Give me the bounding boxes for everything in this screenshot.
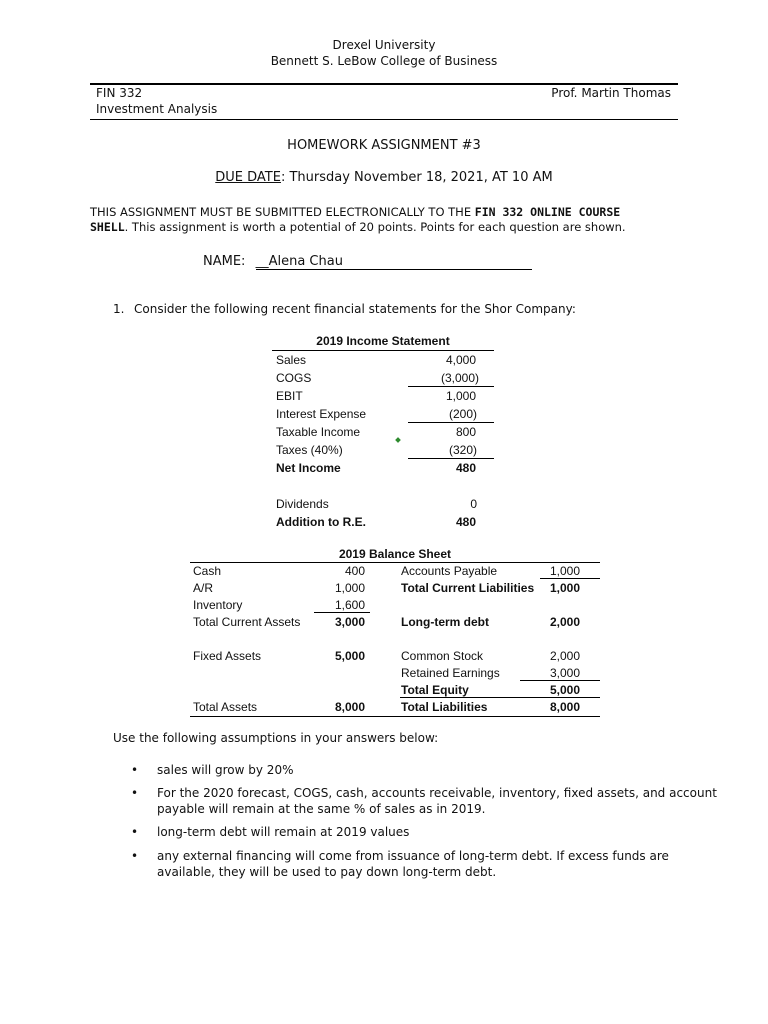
assumptions-intro: Use the following assumptions in your answers below: bbox=[113, 731, 439, 745]
income-statement-title: 2019 Income Statement bbox=[316, 334, 450, 348]
bs-label-ar: A/R bbox=[193, 581, 214, 595]
assumption-item-2-line-1: For the 2020 forecast, COGS, cash, accounts receivable, inventory, fixed assets, and account bbox=[157, 786, 717, 800]
is-value-net-income: 480 bbox=[455, 461, 476, 475]
professor-name: Prof. Martin Thomas bbox=[551, 86, 671, 100]
bs-re-rule bbox=[520, 680, 600, 681]
income-title-rule bbox=[272, 350, 494, 351]
bs-inventory-rule bbox=[314, 612, 370, 613]
is-value-dividends: 0 bbox=[470, 497, 477, 511]
bs-value-fixed-assets: 5,000 bbox=[334, 649, 365, 663]
instruction-line-2 bbox=[90, 220, 626, 234]
bs-label-fixed-assets: Fixed Assets bbox=[193, 649, 262, 663]
assumption-item-2-line-2: payable will remain at the same % of sales as in 2019. bbox=[157, 802, 486, 816]
bs-label-inventory: Inventory bbox=[193, 598, 243, 612]
is-label-net-income: Net Income bbox=[276, 461, 341, 475]
assumption-item-3: long-term debt will remain at 2019 values bbox=[157, 825, 410, 839]
bs-equity-rule bbox=[400, 697, 600, 698]
bs-label-retained-earnings: Retained Earnings bbox=[401, 666, 500, 680]
bs-label-total-liabilities: Total Liabilities bbox=[401, 700, 488, 714]
due-date-line bbox=[0, 170, 768, 185]
question-number: 1. bbox=[113, 302, 125, 316]
is-label-cogs: COGS bbox=[276, 371, 312, 385]
bs-label-total-assets: Total Assets bbox=[193, 700, 258, 714]
is-interest-rule bbox=[408, 422, 494, 423]
bs-value-long-term-debt: 2,000 bbox=[549, 615, 580, 629]
name-label: NAME: bbox=[203, 254, 246, 269]
is-value-sales: 4,000 bbox=[445, 353, 476, 367]
bs-value-cash: 400 bbox=[344, 564, 365, 578]
is-value-addition-re: 480 bbox=[455, 515, 476, 529]
balance-sheet-title: 2019 Balance Sheet bbox=[338, 547, 452, 561]
question-text: Consider the following recent financial statements for the Shor Company: bbox=[134, 302, 576, 316]
bs-bottom-rule bbox=[190, 716, 600, 717]
instruction-line-1 bbox=[90, 205, 620, 219]
university-name: Drexel University bbox=[332, 38, 436, 52]
bs-label-accounts-payable: Accounts Payable bbox=[401, 564, 498, 578]
assumption-item-4-line-2: available, they will be used to pay down long-term debt. bbox=[157, 865, 497, 879]
instruction-prefix: THIS ASSIGNMENT MUST BE SUBMITTED ELECTRONICALLY TO THE bbox=[90, 205, 475, 219]
bs-value-inventory: 1,600 bbox=[334, 598, 365, 612]
bullet-icon: • bbox=[131, 763, 139, 777]
bs-value-total-assets: 8,000 bbox=[334, 700, 365, 714]
bs-label-total-current-assets: Total Current Assets bbox=[193, 615, 301, 629]
is-label-interest: Interest Expense bbox=[276, 407, 367, 421]
bs-value-total-current-assets: 3,000 bbox=[334, 615, 365, 629]
bs-value-total-liabilities: 8,000 bbox=[549, 700, 580, 714]
is-label-sales: Sales bbox=[276, 353, 307, 367]
due-date-value: : Thursday November 18, 2021, AT 10 AM bbox=[280, 170, 553, 185]
course-code: FIN 332 bbox=[96, 86, 143, 100]
bullet-icon: • bbox=[131, 825, 139, 839]
bullet-icon: • bbox=[131, 786, 139, 800]
college-name: Bennett S. LeBow College of Business bbox=[270, 54, 498, 68]
is-value-cogs: (3,000) bbox=[440, 371, 479, 385]
bs-label-long-term-debt: Long-term debt bbox=[401, 615, 489, 629]
instruction-shell: SHELL bbox=[90, 220, 125, 234]
bs-ap-rule bbox=[540, 578, 600, 579]
bs-label-total-current-liabilities: Total Current Liabilities bbox=[401, 581, 535, 595]
due-date-label: DUE DATE bbox=[215, 170, 281, 185]
is-value-ebit: 1,000 bbox=[445, 389, 476, 403]
header-top-rule bbox=[90, 83, 678, 85]
course-name: Investment Analysis bbox=[96, 102, 218, 116]
is-cogs-rule bbox=[408, 386, 494, 387]
bs-label-cash: Cash bbox=[193, 564, 222, 578]
is-label-addition-re: Addition to R.E. bbox=[276, 515, 366, 529]
bs-value-total-current-liabilities: 1,000 bbox=[549, 581, 580, 595]
is-value-taxes: (320) bbox=[448, 443, 477, 457]
is-label-ebit: EBIT bbox=[276, 389, 303, 403]
assumption-item-4-line-1: any external financing will come from issuance of long-term debt. If excess funds are bbox=[157, 849, 669, 863]
is-label-taxable: Taxable Income bbox=[276, 425, 361, 439]
bs-value-total-equity: 5,000 bbox=[549, 683, 580, 697]
bullet-icon: • bbox=[131, 849, 139, 863]
instruction-course-shell: FIN 332 ONLINE COURSE bbox=[474, 205, 621, 219]
bs-value-accounts-payable: 1,000 bbox=[549, 564, 580, 578]
name-value: __Alena Chau bbox=[255, 254, 343, 269]
header-bottom-rule bbox=[90, 119, 678, 120]
bs-value-retained-earnings: 3,000 bbox=[549, 666, 580, 680]
assumption-item-1: sales will grow by 20% bbox=[157, 763, 294, 777]
is-value-interest: (200) bbox=[448, 407, 477, 421]
bs-value-ar: 1,000 bbox=[334, 581, 365, 595]
name-field[interactable] bbox=[256, 254, 532, 270]
instruction-suffix: . This assignment is worth a potential of 20 points. Points for each question are shown. bbox=[124, 220, 626, 234]
is-label-dividends: Dividends bbox=[276, 497, 329, 511]
name-line bbox=[203, 254, 532, 270]
bs-label-common-stock: Common Stock bbox=[401, 649, 484, 663]
is-label-taxes: Taxes (40%) bbox=[276, 443, 343, 457]
balance-title-rule bbox=[190, 562, 600, 563]
is-value-taxable: 800 bbox=[455, 425, 476, 439]
bs-label-total-equity: Total Equity bbox=[401, 683, 469, 697]
bs-value-common-stock: 2,000 bbox=[549, 649, 580, 663]
is-taxes-rule bbox=[408, 458, 494, 459]
assignment-title: HOMEWORK ASSIGNMENT #3 bbox=[287, 138, 481, 153]
